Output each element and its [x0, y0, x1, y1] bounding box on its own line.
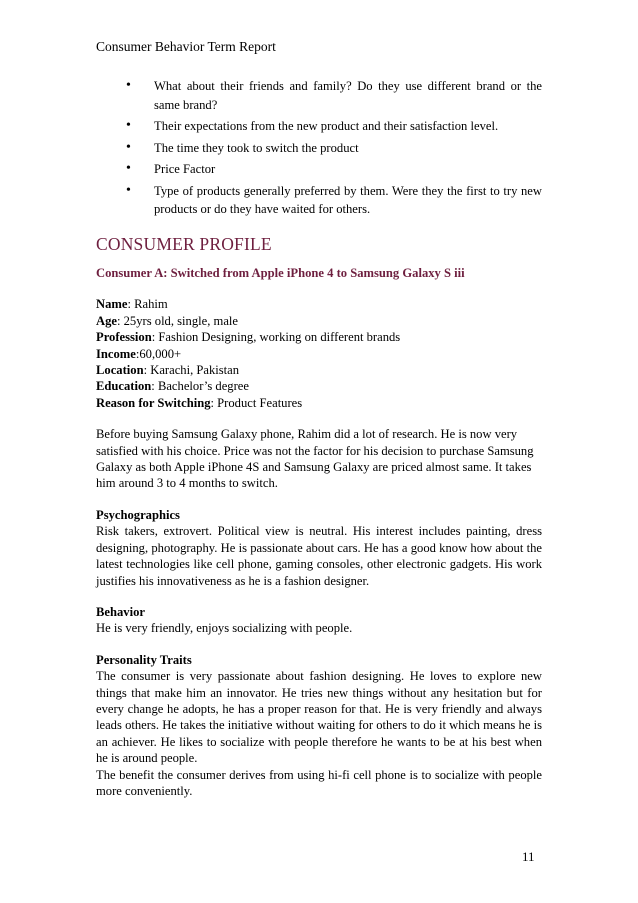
field-label: Profession [96, 330, 152, 345]
field-value: : Product Features [210, 395, 303, 410]
field-profession [96, 329, 542, 345]
behavior-block [96, 604, 542, 637]
field-name [96, 296, 542, 312]
consumer-title: Consumer A: Switched from Apple iPhone 4 to Samsung Galaxy S iii [96, 266, 465, 280]
bullet-item: • Type of products generally preferred by them. Were they the first to try new products or do they have waited for others. [96, 182, 542, 219]
field-value: : 25yrs old, single, male [116, 313, 239, 328]
consumer-profile-section [96, 234, 542, 799]
page-number: 11 [522, 849, 535, 864]
field-location [96, 362, 542, 378]
field-label: Income [96, 346, 136, 361]
consumer-fields [96, 296, 542, 411]
field-label: Education [96, 379, 152, 394]
field-income [96, 346, 542, 362]
bullet-item: • Their expectations from the new product and their satisfaction level. [96, 117, 542, 136]
field-value: : Rahim [127, 297, 168, 312]
psychographics-heading: Psychographics [96, 507, 180, 522]
psychographics-block [96, 507, 542, 589]
field-reason [96, 395, 542, 411]
psychographics-text: Risk takers, extrovert. Political view is neutral. His interest includes painting, dress designing, photography. He is passionate about cars. He has a good know how about the latest technologies like cell phone, gaming consoles, other electronic gadgets. His work justifies his innovativeness as he is a fashion designer. [96, 524, 542, 588]
field-value: : Fashion Designing, working on different brands [151, 330, 401, 345]
field-value: :60,000+ [135, 346, 182, 361]
personality-heading: Personality Traits [96, 652, 192, 667]
field-label: Reason for Switching [96, 395, 211, 410]
field-label: Location [96, 363, 144, 378]
intro-paragraph: Before buying Samsung Galaxy phone, Rahim did a lot of research. He is now very satisfied with his choice. Price was not the factor for his decision to purchase Samsung Galaxy as both Apple iPhone 4S and Samsung Galaxy are priced almost same. It takes him around 3 to 4 months to switch. [96, 427, 534, 491]
field-value: : Karachi, Pakistan [143, 363, 240, 378]
field-label: Name [96, 297, 128, 312]
bullet-item: • The time they took to switch the product [96, 139, 542, 158]
section-title: CONSUMER PROFILE [96, 234, 272, 254]
question-bullet-list [96, 77, 542, 222]
page-header: Consumer Behavior Term Report [96, 39, 276, 54]
field-education [96, 378, 542, 394]
behavior-heading: Behavior [96, 604, 145, 619]
personality-text: The consumer is very passionate about fashion designing. He loves to explore new things that make him an innovator. He tries new things without any hesitation but for every change he adopts, he has a proper reason for that. He is very friendly and always leads others. He takes the initiative without waiting for others to do it which means he is an achiever. He likes to socialize with people therefore he wants to be at his best when he is around people. [96, 669, 542, 766]
bullet-item: • What about their friends and family? Do they use different brand or the same brand? [96, 77, 542, 114]
field-age [96, 313, 542, 329]
field-label: Age [96, 313, 117, 328]
field-value: : Bachelor’s degree [151, 379, 249, 394]
personality-block [96, 652, 542, 800]
bullet-item: • Price Factor [96, 160, 542, 179]
behavior-text: He is very friendly, enjoys socializing with people. [96, 621, 353, 636]
personality-benefit-text: The benefit the consumer derives from using hi-fi cell phone is to socialize with people more conveniently. [96, 767, 542, 798]
